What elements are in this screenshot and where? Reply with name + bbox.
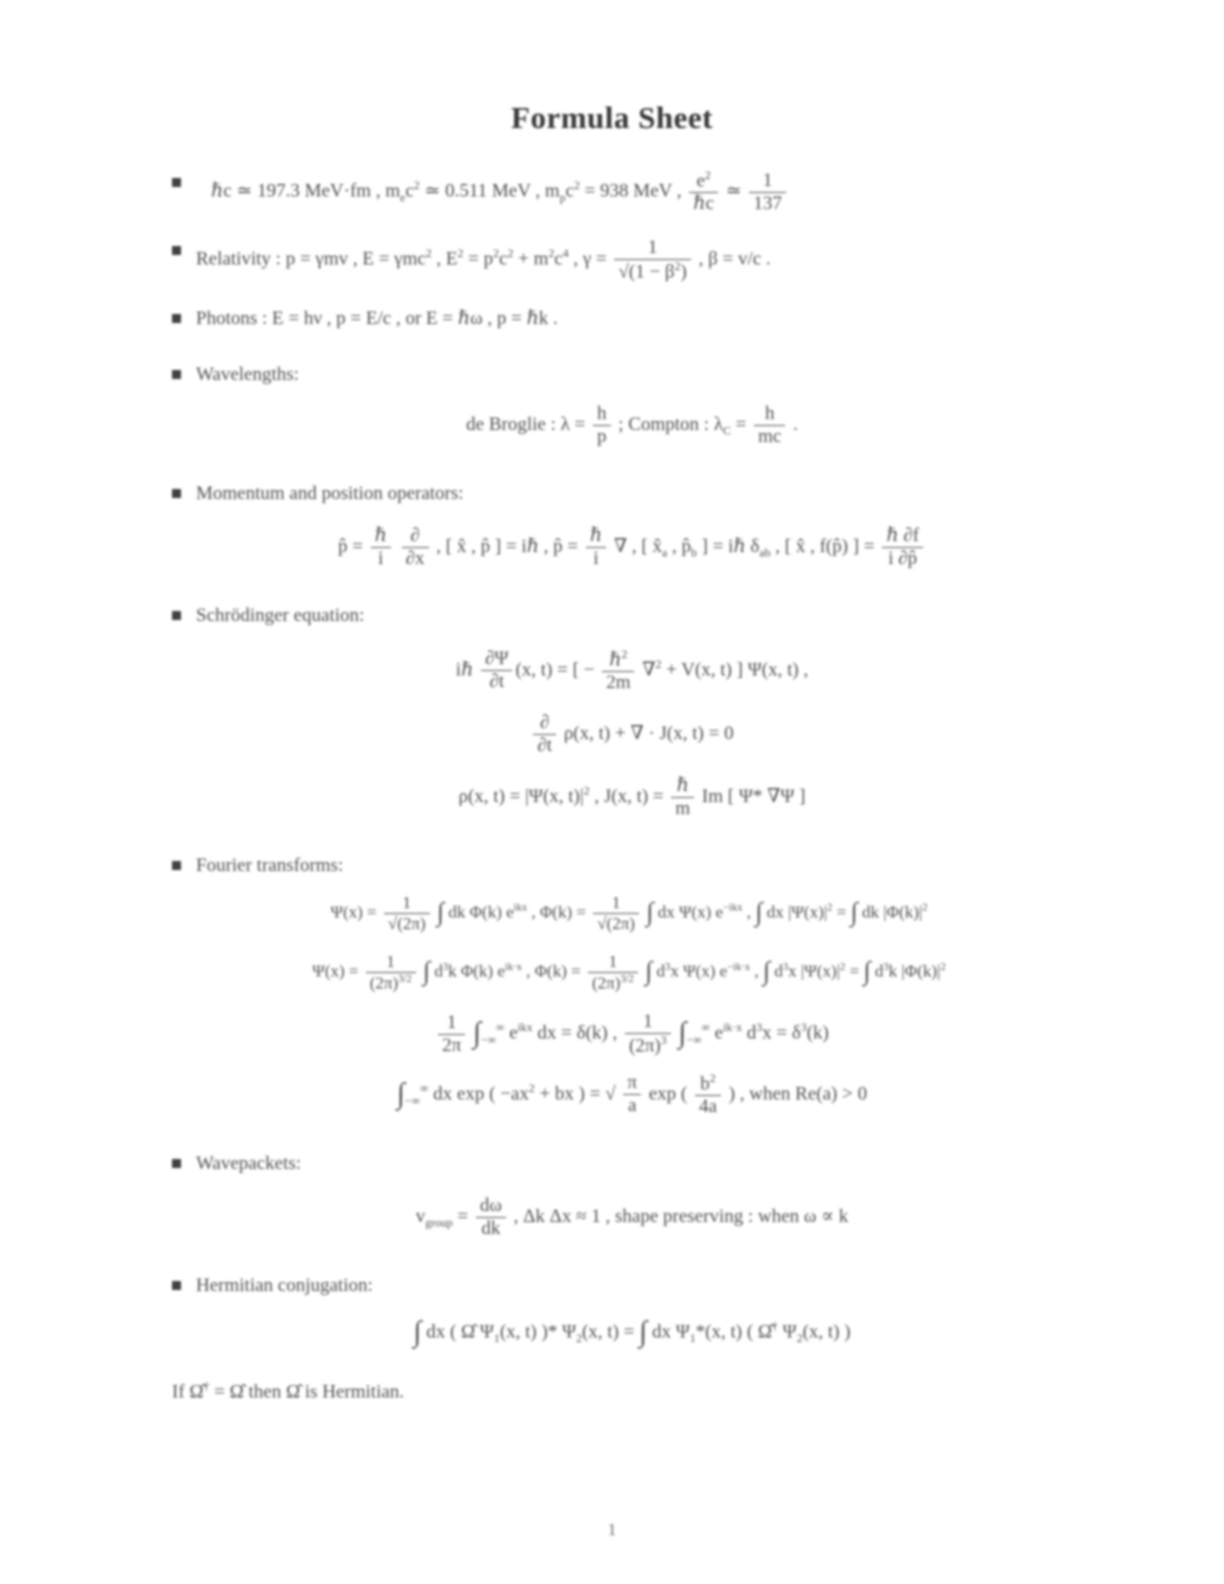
wavelengths-equation: de Broglie : λ = $\frac{h}{p}$ ; Compton : $\lambda_C$ = $\frac{h}{mc}$ . <box>466 402 798 447</box>
page-title: Formula Sheet <box>511 100 713 135</box>
bullet-square-icon <box>172 1281 181 1290</box>
schrodinger-equation-1: iℏ $\frac{\partial\Psi}{\partial t}$ (x, t) = [ − ℏ$^2$ 2m ∇$^2$ + V(x, t) ] Ψ(x, t) , <box>455 647 809 693</box>
wavelengths-label: Wavelengths: <box>196 364 299 386</box>
fourier-equation-1: Ψ(x) = $\frac{1}{√(2\pi)}$ ∫ dk Φ(k) $e^{ikx}$ , Φ(k) = $\frac{1}{√(2\pi)}$ ∫ dx Ψ(x) $e^{-ikx}$ , ∫ dx $|\Psi(x)|^2$ = ∫ dk $|\Phi(k)|^2$ <box>330 893 928 934</box>
fourier-equation-4: $\int_{-\infty}^\infty$ dx exp ( $-ax^2$ + bx ) = √ $\frac{\pi}{a}$ exp ( $\frac{b^2}{4a}$ ) , when Re(a) > 0 <box>396 1071 868 1117</box>
wavepackets-label: Wavepackets: <box>196 1152 302 1174</box>
bullet-square-icon <box>172 246 181 255</box>
hermitian-label: Hermitian conjugation: <box>196 1275 373 1297</box>
bullet-square-icon <box>172 861 181 870</box>
bullet-square-icon <box>172 489 181 498</box>
constants-line: ℏc ≃ 197.3 MeV·fm , $m_ec^2$ ≃ 0.511 MeV , $m_pc^2 = 938$ MeV , $e^2$ ℏc ≃ $\frac{1}{137}$ <box>211 170 789 214</box>
bullet-square-icon <box>172 178 181 187</box>
schrodinger-equation-3: ρ(x, t) = |Ψ(x, $t)|^2$ , J(x, t) = ℏ m Im [ Ψ* ∇Ψ ] <box>458 774 806 819</box>
bullet-hermitian <box>172 1273 1134 1299</box>
bullet-square-icon <box>172 611 181 620</box>
bullet-wavelengths <box>172 362 1134 388</box>
bullet-operators <box>172 481 1134 507</box>
bullet-photons <box>172 306 1134 332</box>
page-number: 1 <box>607 1520 617 1539</box>
bullet-wavepackets <box>172 1151 1134 1177</box>
fourier-equation-3: $\frac{1}{2\pi}$ $\int_{-\infty}^\infty$ $e^{ikx}$ dx = δ(k) , $\frac{1}{(2\pi)^3}$ $\int_{-\infty}^\infty$ $e^{ik\cdot x}$ $d^3x = \delta^3(k)$ <box>0 1012 1224 1056</box>
hermitian-closing-line: If Ω̂† = Ω̂ then Ω̂ is Hermitian. <box>172 1380 405 1403</box>
operators-equation: p̂ = ℏ i ∂ ∂x , [ x̂ , p̂ ] = iℏ , p̂ = ℏ i ∇ , [ $x̂_a$ , $p̂_b$ ] = iℏ $\delta_{ab}$ , [ x̂ , f(p̂) ] = ℏ ∂f i ∂p̂ <box>0 526 1224 569</box>
bullet-relativity <box>172 238 1134 282</box>
operators-label: Momentum and position operators: <box>196 482 464 504</box>
bullet-fourier <box>172 853 1134 879</box>
schrodinger-equation-2: ∂ ∂t ρ(x, t) + ∇ · J(x, t) = 0 <box>0 713 1224 756</box>
fourier-equation-2: Ψ(x) = $\frac{1}{(2\pi)^{3/2}}$ ∫ $d^3k$ Φ(k) $e^{ik\cdot x}$ , Φ(k) = $\frac{1}{(2\pi)^{3/2}}$ ∫ $d^3x$ Ψ(x) $e^{-ik\cdot x}$ , ∫ $d^3x$ $|\Psi(x)|^2$ = ∫ $d^3k$ $|\Phi(k)|^2$ <box>312 952 946 993</box>
photons-line: Photons : E = hν , p = E/c , or E = ℏω , p = ℏk . <box>196 308 558 330</box>
hermitian-equation: ∫ dx ( Ω̂ $\Psi_1(x$, t) )* $\Psi_2(x$, t) = ∫ dx $\Psi_1*(x$, t) ( Ω̂† $\Psi_2(x$, t) ) <box>413 1315 851 1348</box>
bullet-constants <box>172 170 1134 214</box>
bullet-square-icon <box>172 314 181 323</box>
wavepackets-equation: $v_{group}$ = $\frac{d\omega}{dk}$ , Δk Δx ≈ 1 , shape preserving : when ω ∝ k <box>415 1195 849 1240</box>
bullet-schrodinger <box>172 603 1134 629</box>
bullet-square-icon <box>172 1159 181 1168</box>
schrodinger-label: Schrödinger equation: <box>196 605 365 627</box>
relativity-line: Relativity : p = γmv , E = γmc$^2$ , $E^2 = p^2c^2 + m^2c^4$ , γ = $\frac{1}{√(1 - \beta^2)}$ , β = v/c . <box>196 237 771 283</box>
bullet-square-icon <box>172 370 181 379</box>
fourier-label: Fourier transforms: <box>196 854 344 876</box>
